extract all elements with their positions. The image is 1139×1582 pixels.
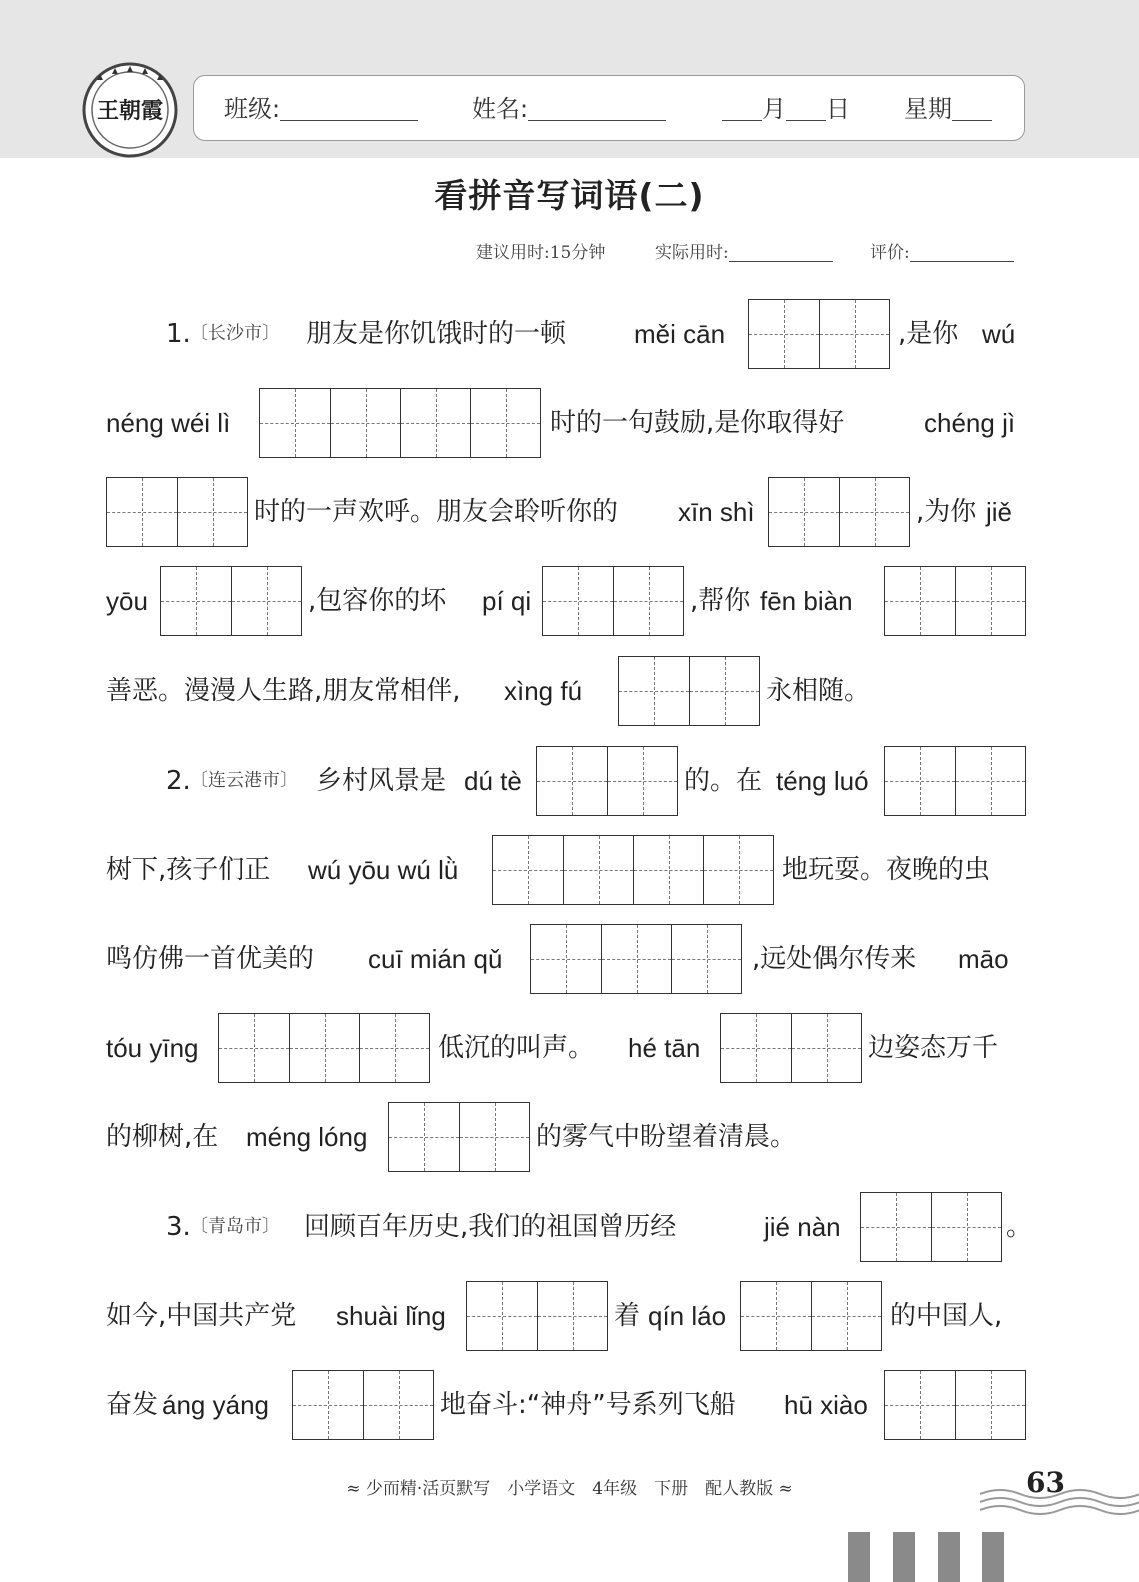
answer-grid[interactable] bbox=[720, 1013, 862, 1083]
answer-grid[interactable] bbox=[884, 566, 1026, 636]
q2-source-tag: 〔连云港市〕 bbox=[190, 770, 298, 791]
text: 时的一句鼓励,是你取得好 bbox=[550, 408, 845, 438]
pinyin: hū xiào bbox=[784, 1390, 868, 1420]
pinyin: jié nàn bbox=[764, 1212, 841, 1242]
text: 奋发 bbox=[106, 1390, 159, 1420]
text: 鸣仿佛一首优美的 bbox=[106, 944, 315, 974]
edge-bar bbox=[982, 1532, 1004, 1582]
q3-number: 3. bbox=[166, 1212, 191, 1242]
text: 低沉的叫声。 bbox=[438, 1033, 595, 1063]
weekday-field[interactable] bbox=[904, 76, 992, 142]
class-label: 班级: bbox=[224, 95, 281, 123]
pinyin: dú tè bbox=[464, 766, 522, 796]
name-field[interactable] bbox=[472, 76, 666, 142]
answer-grid[interactable] bbox=[884, 746, 1026, 816]
q1-line-2 bbox=[106, 387, 1026, 459]
answer-grid[interactable] bbox=[860, 1192, 1002, 1262]
text: 的中国人, bbox=[890, 1301, 1003, 1331]
pinyin: pí qi bbox=[482, 586, 532, 616]
evaluation-label: 评价: bbox=[870, 243, 910, 263]
date-field[interactable] bbox=[722, 76, 850, 142]
text: 的雾气中盼望着清晨。 bbox=[536, 1122, 797, 1152]
pinyin: māo bbox=[958, 944, 1009, 974]
q1-source-tag: 〔长沙市〕 bbox=[190, 323, 280, 344]
answer-grid[interactable] bbox=[618, 656, 760, 726]
pinyin: wú bbox=[982, 319, 1016, 349]
edge-bar bbox=[893, 1532, 915, 1582]
month-label: 月 bbox=[762, 95, 786, 123]
answer-grid[interactable] bbox=[492, 835, 774, 905]
text: 朋友是你饥饿时的一顿 bbox=[306, 319, 567, 349]
q2-line-4 bbox=[106, 1012, 1026, 1084]
q2-line-5 bbox=[106, 1101, 1026, 1173]
answer-grid[interactable] bbox=[292, 1370, 434, 1440]
answer-grid[interactable] bbox=[542, 566, 684, 636]
q2-line-1 bbox=[106, 745, 1026, 817]
name-label: 姓名: bbox=[472, 95, 529, 123]
pinyin: wú yōu wú lǜ bbox=[308, 855, 459, 885]
answer-grid[interactable] bbox=[530, 924, 742, 994]
actual-time[interactable] bbox=[655, 238, 833, 263]
answer-grid[interactable] bbox=[768, 477, 910, 547]
pinyin: xìng fú bbox=[504, 676, 583, 706]
answer-grid[interactable] bbox=[218, 1013, 430, 1083]
footer-text: ≈ 少而精·活页默写 小学语文 4年级 下册 配人教版 ≈ bbox=[346, 1479, 793, 1499]
q1-line-5 bbox=[106, 655, 1026, 727]
q3-line-3 bbox=[106, 1369, 1026, 1441]
q1-line-4 bbox=[106, 565, 1026, 637]
text: 地玩耍。夜晚的虫 bbox=[782, 855, 991, 885]
evaluation[interactable] bbox=[870, 238, 1014, 263]
text: ,帮你 bbox=[690, 586, 751, 616]
q3-line-1 bbox=[106, 1191, 1033, 1263]
student-info-card bbox=[193, 75, 1025, 141]
pinyin: áng yáng bbox=[162, 1390, 269, 1420]
edge-bar bbox=[938, 1532, 960, 1582]
q1-number: 1. bbox=[166, 319, 191, 349]
pinyin: néng wéi lì bbox=[106, 408, 231, 438]
suggested-time: 建议用时:15分钟 bbox=[476, 243, 606, 263]
answer-grid[interactable] bbox=[536, 746, 678, 816]
pinyin: měi cān bbox=[634, 319, 726, 349]
weekday-label: 星期 bbox=[904, 95, 952, 123]
q3-line-2 bbox=[106, 1280, 1026, 1352]
q1-line-3 bbox=[106, 476, 1026, 548]
text: 着 bbox=[614, 1301, 641, 1331]
text: 树下,孩子们正 bbox=[106, 855, 271, 885]
answer-grid[interactable] bbox=[259, 388, 541, 458]
text: 的。在 bbox=[684, 766, 763, 796]
pinyin: shuài lǐng bbox=[336, 1301, 446, 1331]
answer-grid[interactable] bbox=[106, 477, 248, 547]
answer-grid[interactable] bbox=[748, 299, 890, 369]
pinyin: qín láo bbox=[648, 1301, 727, 1331]
page-number: 63 bbox=[1026, 1466, 1065, 1499]
q2-line-3 bbox=[106, 923, 1026, 995]
edge-bar bbox=[848, 1532, 870, 1582]
class-field[interactable] bbox=[224, 76, 418, 142]
pinyin: téng luó bbox=[776, 766, 869, 796]
pinyin: fēn biàn bbox=[760, 586, 853, 616]
q2-number: 2. bbox=[166, 766, 191, 796]
text: ,是你 bbox=[898, 319, 959, 349]
pinyin: jiě bbox=[986, 497, 1013, 527]
logo-text: 王朝霞 bbox=[96, 98, 164, 124]
logo bbox=[80, 58, 180, 158]
q1-line-1 bbox=[106, 298, 1026, 370]
pinyin: cuī mián qǔ bbox=[368, 944, 503, 974]
text: 回顾百年历史,我们的祖国曾历经 bbox=[304, 1212, 677, 1242]
answer-grid[interactable] bbox=[466, 1281, 608, 1351]
text: 时的一声欢呼。朋友会聆听你的 bbox=[254, 497, 619, 527]
pinyin: hé tān bbox=[628, 1033, 701, 1063]
text: 乡村风景是 bbox=[316, 766, 447, 796]
text: 的柳树,在 bbox=[106, 1122, 219, 1152]
pinyin: yōu bbox=[106, 586, 148, 616]
text: ,包容你的坏 bbox=[308, 586, 447, 616]
text: ,为你 bbox=[916, 497, 977, 527]
day-label: 日 bbox=[826, 95, 850, 123]
pinyin: méng lóng bbox=[246, 1122, 368, 1152]
answer-grid[interactable] bbox=[160, 566, 302, 636]
answer-grid[interactable] bbox=[740, 1281, 882, 1351]
text: 。 bbox=[1006, 1212, 1033, 1242]
page-title: 看拼音写词语(二) bbox=[434, 176, 705, 215]
text: 善恶。漫漫人生路,朋友常相伴, bbox=[106, 676, 461, 706]
pinyin: tóu yīng bbox=[106, 1033, 199, 1063]
text: 地奋斗:“神舟”号系列飞船 bbox=[440, 1390, 736, 1420]
pinyin: chéng jì bbox=[924, 408, 1016, 438]
actual-time-label: 实际用时: bbox=[655, 243, 729, 263]
answer-grid[interactable] bbox=[388, 1102, 530, 1172]
text: 如今,中国共产党 bbox=[106, 1301, 297, 1331]
q2-line-2 bbox=[106, 834, 1026, 906]
text: ,远处偶尔传来 bbox=[752, 944, 917, 974]
q3-source-tag: 〔青岛市〕 bbox=[190, 1216, 280, 1237]
answer-grid[interactable] bbox=[884, 1370, 1026, 1440]
pinyin: xīn shì bbox=[678, 497, 755, 527]
text: 永相随。 bbox=[766, 676, 871, 706]
text: 边姿态万千 bbox=[868, 1033, 999, 1063]
